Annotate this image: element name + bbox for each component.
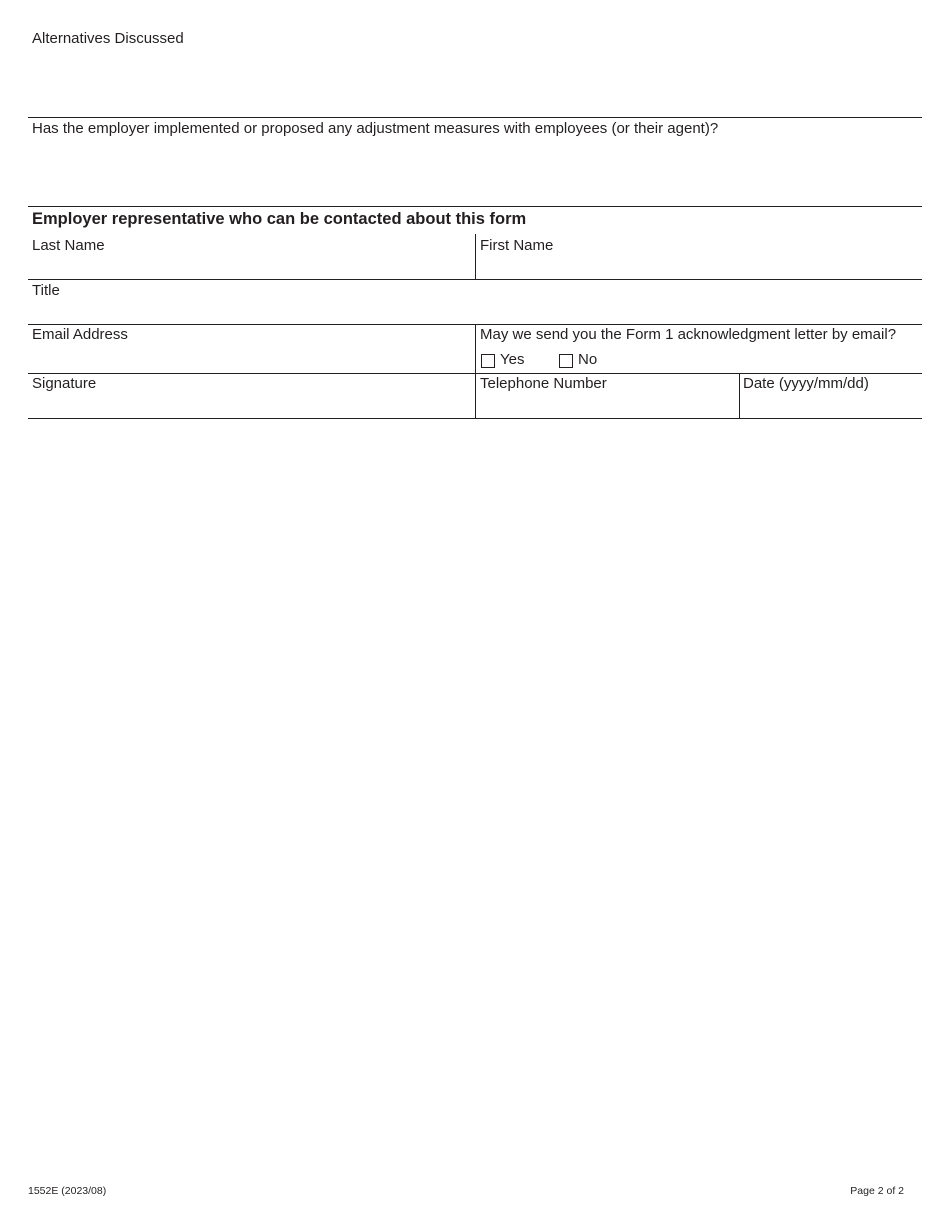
divider: [28, 117, 922, 118]
title-label: Title: [32, 282, 60, 299]
adjustment-measures-label: Has the employer implemented or proposed any adjustment measures with employees (or their agent)?: [32, 120, 719, 137]
no-label: No: [578, 351, 598, 368]
yes-label: Yes: [500, 351, 525, 368]
title-field[interactable]: [28, 301, 921, 323]
alternatives-discussed-label: Alternatives Discussed: [32, 30, 184, 47]
telephone-label: Telephone Number: [480, 375, 607, 392]
last-name-field[interactable]: [28, 256, 474, 278]
email-address-label: Email Address: [32, 326, 128, 343]
divider: [28, 206, 922, 207]
no-checkbox[interactable]: [559, 354, 573, 368]
last-name-label: Last Name: [32, 237, 105, 254]
divider: [28, 279, 922, 280]
divider: [475, 324, 476, 373]
first-name-field[interactable]: [476, 256, 921, 278]
alternatives-discussed-field[interactable]: [28, 52, 921, 114]
date-label: Date (yyyy/mm/dd): [743, 375, 869, 392]
first-name-label: First Name: [480, 237, 554, 254]
email-address-field[interactable]: [28, 346, 474, 372]
divider: [28, 418, 922, 419]
adjustment-measures-field[interactable]: [28, 142, 921, 204]
signature-field[interactable]: [28, 395, 474, 417]
email-ack-question: May we send you the Form 1 acknowledgment letter by email?: [480, 326, 897, 343]
signature-label: Signature: [32, 375, 97, 392]
form-code: 1552E (2023/08): [28, 1185, 107, 1197]
telephone-field[interactable]: [476, 395, 738, 417]
yes-checkbox[interactable]: [481, 354, 495, 368]
date-field[interactable]: [740, 395, 921, 417]
contact-section-heading: Employer representative who can be contacted about this form: [32, 210, 527, 228]
page-number: Page 2 of 2: [850, 1185, 904, 1197]
